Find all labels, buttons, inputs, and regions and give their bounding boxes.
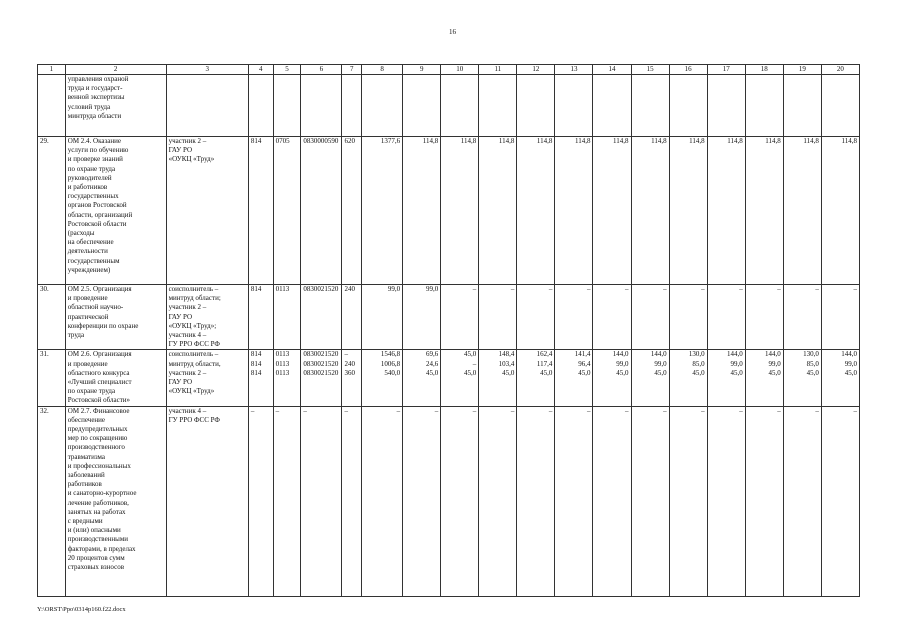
column-number-header: 12 <box>517 65 555 75</box>
amount-cell: 1377,6 <box>362 137 403 285</box>
amount-cell: 114,8 <box>821 137 859 285</box>
amount-cell: 148,4 103,4 45,0 <box>479 350 517 406</box>
amount-cell: – <box>479 406 517 596</box>
budget-code-cell: 620 <box>342 137 362 285</box>
budget-code-cell <box>342 75 362 137</box>
amount-cell: 114,8 <box>707 137 745 285</box>
amount-cell <box>707 75 745 137</box>
amount-cell: – <box>707 406 745 596</box>
column-number-header: 5 <box>273 65 301 75</box>
amount-cell <box>362 75 403 137</box>
column-number-header: 11 <box>479 65 517 75</box>
table-row <box>38 137 860 285</box>
budget-code-cell <box>273 75 301 137</box>
amount-cell: 114,8 <box>745 137 783 285</box>
budget-code-cell: 0113 <box>273 285 301 350</box>
measure-name-cell: ОМ 2.4. Оказание услуги по обучению и проверке знаний по охране труда руководителей и работников государственных органов Ростовской области, организаций Ростовской области (расходы на обеспечение деятельности государственным учреждением) <box>65 137 166 285</box>
table-row <box>38 350 860 406</box>
amount-cell <box>669 75 707 137</box>
amount-cell: 114,8 <box>441 137 479 285</box>
measure-name-cell: ОМ 2.6. Организация и проведение областного конкурса «Лучший специалист по охране труда Ростовской области» <box>65 350 166 406</box>
amount-cell: 114,8 <box>631 137 669 285</box>
amount-cell: 69,6 24,6 45,0 <box>403 350 441 406</box>
budget-code-cell: 0705 <box>273 137 301 285</box>
amount-cell: 114,8 <box>669 137 707 285</box>
amount-cell: 144,0 99,0 45,0 <box>821 350 859 406</box>
amount-cell: 1546,8 1006,8 540,0 <box>362 350 403 406</box>
amount-cell: 114,8 <box>555 137 593 285</box>
executor-cell: соисполнитель – минтруд области; участник 2 – ГАУ РО «ОУКЦ «Труд»; участник 4 – ГУ РРО ФСС РФ <box>166 285 248 350</box>
row-number-cell <box>38 75 66 137</box>
amount-cell: – <box>517 406 555 596</box>
column-number-header: 13 <box>555 65 593 75</box>
amount-cell: 114,8 <box>517 137 555 285</box>
column-number-header: 14 <box>593 65 631 75</box>
page-number: 16 <box>449 28 456 36</box>
column-number-header: 2 <box>65 65 166 75</box>
column-number-header: 4 <box>248 65 273 75</box>
budget-code-cell: 240 <box>342 285 362 350</box>
row-number-cell: 31. <box>38 350 66 406</box>
column-number-header: 15 <box>631 65 669 75</box>
amount-cell: – <box>745 285 783 350</box>
budget-code-cell: 814 <box>248 285 273 350</box>
budget-code-cell: 0830021520 0830021520 0830021520 <box>301 350 342 406</box>
amount-cell: – <box>517 285 555 350</box>
amount-cell <box>745 75 783 137</box>
column-number-header-row <box>38 65 860 75</box>
amount-cell <box>441 75 479 137</box>
column-number-header: 8 <box>362 65 403 75</box>
column-number-header: 10 <box>441 65 479 75</box>
table-row <box>38 285 860 350</box>
amount-cell <box>631 75 669 137</box>
amount-cell: – <box>631 406 669 596</box>
amount-cell: 144,0 99,0 45,0 <box>631 350 669 406</box>
amount-cell: 141,4 96,4 45,0 <box>555 350 593 406</box>
amount-cell <box>593 75 631 137</box>
amount-cell <box>555 75 593 137</box>
budget-code-cell: – <box>248 406 273 596</box>
column-number-header: 7 <box>342 65 362 75</box>
amount-cell: 114,8 <box>593 137 631 285</box>
amount-cell <box>821 75 859 137</box>
amount-cell: 144,0 99,0 45,0 <box>745 350 783 406</box>
row-number-cell: 30. <box>38 285 66 350</box>
amount-cell: – <box>555 406 593 596</box>
amount-cell: – <box>669 406 707 596</box>
column-number-header: 16 <box>669 65 707 75</box>
measure-name-cell: ОМ 2.5. Организация и проведение областной научно- практической конференции по охране труда <box>65 285 166 350</box>
column-number-header: 20 <box>821 65 859 75</box>
amount-cell: 99,0 <box>403 285 441 350</box>
column-number-header: 9 <box>403 65 441 75</box>
column-number-header: 6 <box>301 65 342 75</box>
column-number-header: 19 <box>783 65 821 75</box>
amount-cell: 114,8 <box>783 137 821 285</box>
amount-cell <box>783 75 821 137</box>
amount-cell: 114,8 <box>403 137 441 285</box>
amount-cell: – <box>783 285 821 350</box>
amount-cell: – <box>745 406 783 596</box>
amount-cell: – <box>669 285 707 350</box>
budget-code-cell: – <box>273 406 301 596</box>
amount-cell <box>517 75 555 137</box>
column-number-header: 17 <box>707 65 745 75</box>
budget-code-cell: – 240 360 <box>342 350 362 406</box>
column-number-header: 3 <box>166 65 248 75</box>
amount-cell: – <box>403 406 441 596</box>
budget-code-cell <box>301 75 342 137</box>
amount-cell: 45,0 – 45,0 <box>441 350 479 406</box>
budget-code-cell: 0830000590 <box>301 137 342 285</box>
amount-cell: – <box>362 406 403 596</box>
amount-cell: 114,8 <box>479 137 517 285</box>
budget-code-cell: 0113 0113 0113 <box>273 350 301 406</box>
budget-table <box>37 64 860 597</box>
measure-name-cell: ОМ 2.7. Финансовое обеспечение предупредительных мер по сокращению производственного травматизма и профессиональных заболеваний работников и санаторно-курортное лечение работников, занятых на работах с вредными и (или) опасными производственными факторами, в пределах 20 процентов сумм страховых взносов <box>65 406 166 596</box>
amount-cell: – <box>555 285 593 350</box>
table-row <box>38 406 860 596</box>
amount-cell: – <box>631 285 669 350</box>
amount-cell <box>479 75 517 137</box>
amount-cell: 144,0 99,0 45,0 <box>707 350 745 406</box>
file-path-footer: Y:\ORST\Ppo\0314p160.f22.docx <box>37 606 126 613</box>
column-number-header: 18 <box>745 65 783 75</box>
amount-cell: 130,0 85,0 45,0 <box>669 350 707 406</box>
budget-code-cell: 814 814 814 <box>248 350 273 406</box>
amount-cell: 162,4 117,4 45,0 <box>517 350 555 406</box>
executor-cell: участник 4 – ГУ РРО ФСС РФ <box>166 406 248 596</box>
amount-cell: – <box>441 406 479 596</box>
amount-cell: 130,0 85,0 45,0 <box>783 350 821 406</box>
table-row <box>38 75 860 137</box>
amount-cell: 99,0 <box>362 285 403 350</box>
amount-cell: – <box>441 285 479 350</box>
budget-code-cell: 814 <box>248 137 273 285</box>
amount-cell: – <box>821 406 859 596</box>
budget-code-cell: – <box>301 406 342 596</box>
row-number-cell: 29. <box>38 137 66 285</box>
budget-code-cell: – <box>342 406 362 596</box>
budget-code-cell <box>248 75 273 137</box>
measure-name-cell: управления охраной труда и государст- венной экспертизы условий труда минтруда области <box>65 75 166 137</box>
amount-cell: – <box>593 406 631 596</box>
amount-cell: – <box>783 406 821 596</box>
amount-cell: 144,0 99,0 45,0 <box>593 350 631 406</box>
row-number-cell: 32. <box>38 406 66 596</box>
executor-cell: соисполнитель – минтруд области, участник 2 – ГАУ РО «ОУКЦ «Труд» <box>166 350 248 406</box>
amount-cell: – <box>821 285 859 350</box>
budget-code-cell: 0830021520 <box>301 285 342 350</box>
amount-cell: – <box>707 285 745 350</box>
executor-cell: участник 2 – ГАУ РО «ОУКЦ «Труд» <box>166 137 248 285</box>
amount-cell: – <box>479 285 517 350</box>
executor-cell <box>166 75 248 137</box>
amount-cell <box>403 75 441 137</box>
amount-cell: – <box>593 285 631 350</box>
column-number-header: 1 <box>38 65 66 75</box>
